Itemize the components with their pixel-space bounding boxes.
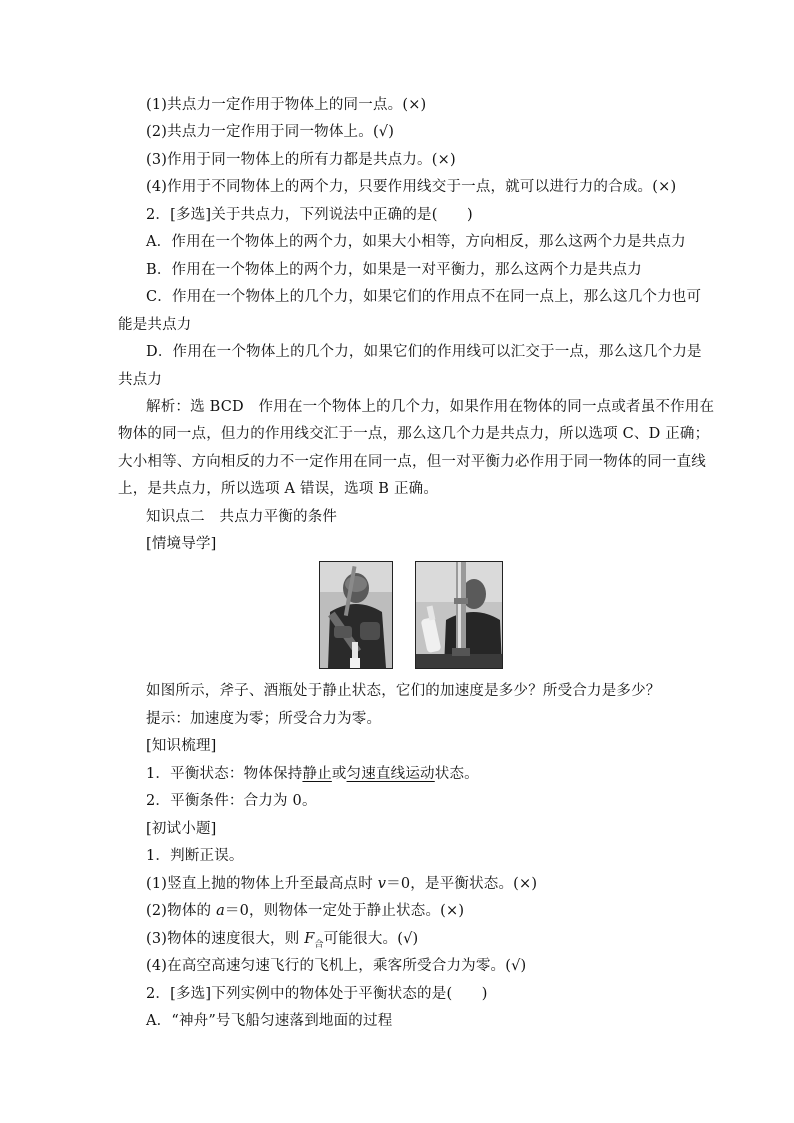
option-a: A．作用在一个物体上的两个力，如果大小相等，方向相反，那么这两个力是共点力 <box>146 234 686 250</box>
trial-1-c <box>146 929 418 955</box>
section-heading: 知识点二 共点力平衡的条件 <box>146 509 338 525</box>
question-2: 2．[多选]关于共点力，下列说法中正确的是( ) <box>146 207 473 223</box>
option-d-line1: D．作用在一个物体上的几个力，如果它们的作用线可以汇交于一点，那么这几个力是 <box>146 344 702 360</box>
situation-label: [情境导学] <box>146 536 217 552</box>
knowledge-1-prefix: 1．平衡状态：物体保持 <box>146 766 303 782</box>
force-subscript: 合 <box>314 939 324 950</box>
trial-1-c-text: (3)物体的速度很大，则 <box>146 931 305 947</box>
trial-1-b <box>146 901 464 921</box>
force-symbol: F <box>304 931 315 947</box>
trial-1-d: (4)在高空高速匀速飞行的飞机上，乘客所受合力为零。(√) <box>146 958 527 974</box>
knowledge-item-1 <box>146 764 479 784</box>
judgment-3: (3)作用于同一物体上的所有力都是共点力。(×) <box>146 152 456 168</box>
trial-2-option-a: A．“神舟”号飞船匀速落到地面的过程 <box>146 1013 393 1029</box>
option-c-line1: C．作用在一个物体上的几个力，如果它们的作用点不在同一点上，那么这几个力也可 <box>146 289 702 305</box>
analysis-line2: 物体的同一点，但力的作用线交汇于一点，那么这几个力是共点力，所以选项 C、D 正确； <box>118 426 710 442</box>
trial-1-b-text: (2)物体的 <box>146 903 217 919</box>
knowledge-1-or: 或 <box>331 766 347 782</box>
knowledge-1-suffix: 状态。 <box>434 766 479 782</box>
analysis-line3: 大小相等、方向相反的力不一定作用在同一点，但一对平衡力必作用于同一物体的同一直线 <box>118 454 706 470</box>
trial-1-a-rest: ＝0，是平衡状态。(×) <box>386 876 538 892</box>
option-c-line2: 能是共点力 <box>118 317 192 333</box>
bottle-balance-photo <box>415 561 503 669</box>
option-d-line2: 共点力 <box>118 372 163 388</box>
velocity-symbol: v <box>377 876 387 892</box>
situation-question: 如图所示，斧子、酒瓶处于静止状态，它们的加速度是多少？所受合力是多少？ <box>146 683 661 699</box>
analysis-line1: 解析：选 BCD 作用在一个物体上的几个力，如果作用在物体的同一点或者虽不作用在 <box>146 399 715 415</box>
analysis-line4: 上，是共点力，所以选项 A 错误，选项 B 正确。 <box>118 481 439 497</box>
trial-1-c-rest: 可能很大。(√) <box>323 931 419 947</box>
knowledge-1-blank-uniform: 匀速直线运动 <box>346 766 435 782</box>
balance-photos <box>319 561 503 669</box>
trial-1-a-text: (1)竖直上抛的物体上升至最高点时 <box>146 876 378 892</box>
trial-label: [初试小题] <box>146 821 217 837</box>
trial-1-a <box>146 874 537 894</box>
knowledge-1-blank-static: 静止 <box>302 766 332 782</box>
knowledge-item-2: 2．平衡条件：合力为 0。 <box>146 793 317 809</box>
option-b: B．作用在一个物体上的两个力，如果是一对平衡力，那么这两个力是共点力 <box>146 262 642 278</box>
judgment-4: (4)作用于不同物体上的两个力，只要作用线交于一点，就可以进行力的合成。(×) <box>146 179 677 195</box>
axe-balance-photo <box>319 561 393 669</box>
situation-hint: 提示：加速度为零；所受合力为零。 <box>146 711 382 727</box>
judgment-2: (2)共点力一定作用于同一物体上。(√) <box>146 124 395 140</box>
trial-1-b-rest: ＝0，则物体一定处于静止状态。(×) <box>224 903 465 919</box>
trial-1: 1．判断正误。 <box>146 848 244 864</box>
judgment-1: (1)共点力一定作用于物体上的同一点。(×) <box>146 97 427 113</box>
trial-2: 2．[多选]下列实例中的物体处于平衡状态的是( ) <box>146 986 488 1002</box>
acceleration-symbol: a <box>216 903 225 919</box>
knowledge-label: [知识梳理] <box>146 738 217 754</box>
